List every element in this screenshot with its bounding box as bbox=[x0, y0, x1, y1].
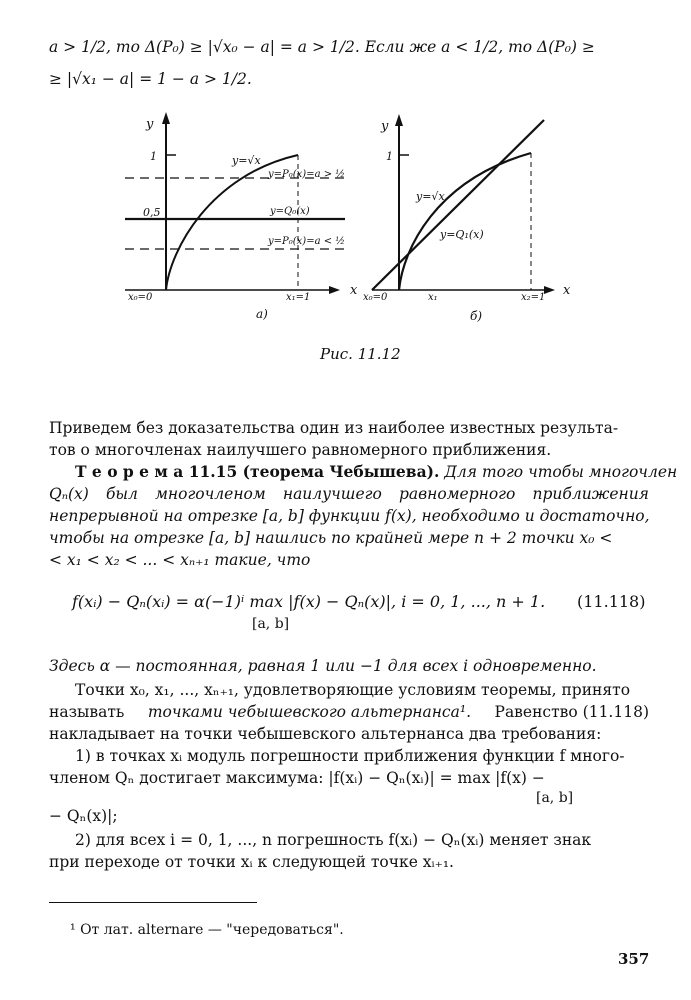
fig-a-upper-label: y=P₀(x)=a > ½ bbox=[268, 169, 345, 180]
fig-b-x2-label: x₂=1 bbox=[521, 292, 546, 303]
fig-b-curve-label: y=√x bbox=[416, 190, 445, 203]
figure-11-12 bbox=[0, 0, 691, 360]
para2-text-a: называть bbox=[49, 703, 125, 721]
intro-line-2: ≥ |√x₁ − a| = 1 − a > 1/2. bbox=[49, 70, 252, 88]
req1-line-2: членом Qₙ достигает максимума: |f(xᵢ) − Qₙ(xᵢ)| = max |f(x) − bbox=[49, 769, 545, 787]
fig-a-mid-label: y=Q₀(x) bbox=[270, 206, 310, 217]
req1-sub: [a, b] bbox=[536, 790, 574, 806]
req1-line-3: − Qₙ(x)|; bbox=[49, 807, 118, 825]
page-number: 357 bbox=[618, 950, 650, 968]
figure-a bbox=[125, 112, 358, 321]
fig-b-line-label: y=Q₁(x) bbox=[440, 228, 484, 241]
theorem-text-1: Для того чтобы многочлен bbox=[444, 463, 678, 481]
figure-b bbox=[363, 114, 571, 323]
theorem-line-3: непрерывной на отрезке [a, b] функции f(x), необходимо и достаточно, bbox=[49, 507, 650, 525]
theorem-word: приближения bbox=[532, 485, 649, 503]
theorem-line-5: < x₁ < x₂ < ... < xₙ₊₁ такие, что bbox=[49, 551, 311, 569]
formula-11-118 bbox=[72, 592, 652, 632]
fig-a-y-label: y bbox=[146, 117, 154, 132]
intro-line-1: a > 1/2, то Δ(P₀) ≥ |√x₀ − a| = a > 1/2. Если же a < 1/2, то Δ(P₀) ≥ bbox=[49, 38, 595, 56]
fig-a-curve-label: y=√x bbox=[232, 154, 261, 167]
footnote-divider bbox=[49, 902, 257, 903]
note-line: Здесь α — постоянная, равная 1 или −1 для всех i одновременно. bbox=[49, 657, 597, 675]
para2-text-c: Равенство (11.118) bbox=[494, 703, 649, 721]
fig-a-x-arrow-icon bbox=[329, 286, 340, 294]
fig-b-origin-label: x₀=0 bbox=[363, 292, 388, 303]
para1-line-2: тов о многочленах наилучшего равномерного приближения. bbox=[49, 441, 552, 459]
fig-a-tick-05-label: 0,5 bbox=[143, 206, 161, 219]
fig-a-sublabel: а) bbox=[256, 307, 268, 321]
fig-a-origin-label: x₀=0 bbox=[128, 292, 153, 303]
fig-a-y-arrow-icon bbox=[162, 112, 170, 124]
theorem-line-2 bbox=[49, 484, 649, 504]
footnote: ¹ От лат. alternare — "чередоваться". bbox=[70, 922, 344, 938]
theorem-heading: Т е о р е м а 11.15 (теорема Чебышева). bbox=[75, 462, 440, 481]
para2-line-1: Точки x₀, x₁, ..., xₙ₊₁, удовлетворяющие условиям теоремы, принято bbox=[75, 681, 631, 699]
fig-b-q1-line bbox=[372, 120, 544, 290]
req1-line-1: 1) в точках xᵢ модуль погрешности приближения функции f много- bbox=[75, 747, 625, 765]
para2-term: точками чебышевского альтернанса¹. bbox=[147, 703, 471, 721]
fig-b-sqrt-curve bbox=[399, 153, 531, 290]
fig-b-x1-label: x₁ bbox=[428, 292, 438, 303]
req2-line-2: при переходе от точки xᵢ к следующей точке xᵢ₊₁. bbox=[49, 853, 454, 871]
fig-b-y-arrow-icon bbox=[395, 114, 403, 126]
formula-sub: [a, b] bbox=[252, 616, 290, 632]
para1-line-1: Приведем без доказательства один из наиболее известных результа- bbox=[49, 419, 619, 437]
theorem-line-1 bbox=[75, 462, 678, 482]
formula-number: (11.118) bbox=[577, 592, 646, 611]
theorem-line-4: чтобы на отрезке [a, b] нашлись по крайней мере n + 2 точки x₀ < bbox=[49, 529, 613, 547]
para2-line-3: накладывает на точки чебышевского альтернанса два требования: bbox=[49, 725, 602, 743]
req2-line-1: 2) для всех i = 0, 1, ..., n погрешность f(xᵢ) − Qₙ(xᵢ) меняет знак bbox=[75, 831, 592, 849]
fig-a-x-label: x bbox=[350, 283, 358, 298]
fig-a-x1-label: x₁=1 bbox=[286, 292, 311, 303]
fig-a-tick-1-label: 1 bbox=[150, 150, 157, 163]
fig-b-sublabel: б) bbox=[470, 309, 483, 323]
fig-b-x-arrow-icon bbox=[544, 286, 555, 294]
theorem-word: многочленом bbox=[155, 485, 266, 503]
formula-main: f(xᵢ) − Qₙ(xᵢ) = α(−1)ⁱ max |f(x) − Qₙ(x)|, i = 0, 1, ..., n + 1. bbox=[72, 592, 546, 611]
fig-b-tick-1-label: 1 bbox=[386, 150, 393, 163]
fig-b-y-label: y bbox=[381, 119, 389, 134]
theorem-word: был bbox=[105, 485, 138, 503]
fig-a-lower-label: y=P₀(x)=a < ½ bbox=[268, 236, 345, 247]
para2-line-2 bbox=[49, 702, 649, 722]
figure-caption: Рис. 11.12 bbox=[320, 345, 401, 363]
theorem-word: равномерного bbox=[398, 485, 516, 503]
theorem-word: Qₙ(x) bbox=[49, 485, 89, 503]
fig-b-x-label: x bbox=[563, 283, 571, 298]
theorem-word: наилучшего bbox=[282, 485, 382, 503]
